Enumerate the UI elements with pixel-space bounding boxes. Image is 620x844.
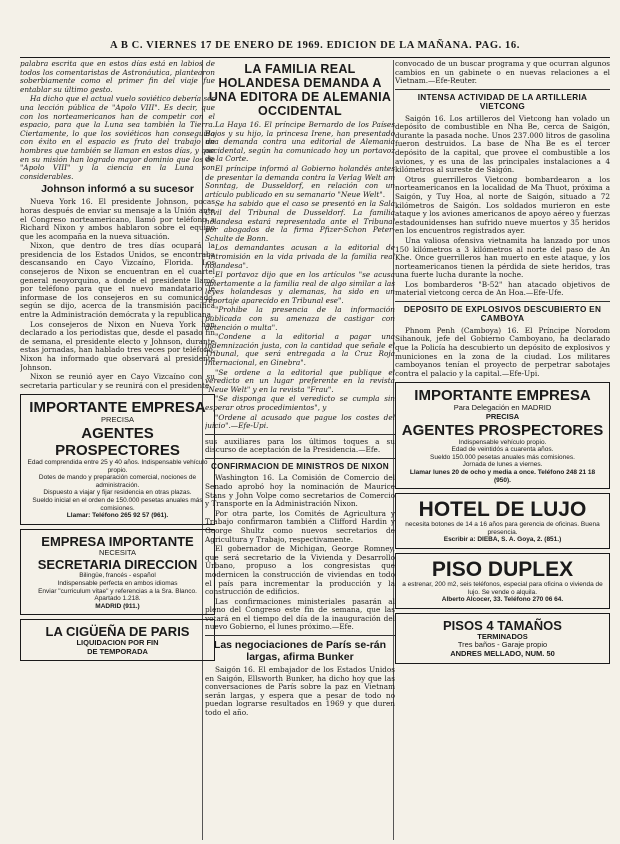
- headline-johnson: Johnson informó a su sucesor: [41, 183, 194, 196]
- ad-title: HOTEL DE LUJO: [418, 498, 587, 522]
- ad-title: SECRETARIA DIRECCION: [37, 557, 198, 573]
- classified-ad-piso: [395, 553, 610, 609]
- headline-vietcong: INTENSA ACTIVIDAD DE LA ARTILLERIA VIETCONG: [417, 92, 588, 112]
- classified-ad-pisos-tamanos: [395, 613, 610, 664]
- ad-line: Indispensable perfecta en ambos idiomas: [57, 579, 178, 587]
- headline-familia-real: LA FAMILIA REAL HOLANDESA DEMANDA A UNA EDITORA DE ALEMANIA OCCIDENTAL: [208, 62, 392, 118]
- article-paragraph: Otros guerrilleros Vietcong bombardearon a los norteamericanos en la localidad de Ma Thuot, próxima a Saigón, y Tuy Hoa, al norte de Saigón, situado a 72 kilómetros de Saigón. Los soldados murieron en este ataque y los aviones americanos de apoyo aéreo y fuerzas estadounidenses han sufrido nueve muertos y 35 heridos en los encuentros registrados ayer.: [395, 174, 610, 236]
- article-paragraph: Saigón 16. El embajador de los Estados Unidos en Saigón, Ellsworth Bunker, ha dicho hoy que las conversaciones de París sobre la paz en Vietnam serán largas, y espera que a pesar de todo no puedan lograrse resultados en 1969 y que duren todo el año.: [205, 665, 395, 718]
- classified-ad-secretaria: [20, 529, 215, 616]
- article-paragraph: Phnom Penh (Camboya) 16. El Príncipe Norodom Sihanouk, jefe del Gobierno Camboyano, ha declarado que la Policía ha descubierto un depósito de explosivos y municiones en la zona de la ciudad. Los militares camboyanos tenían el proyecto de perpetrar sabotajes contra el palacio y la capital.—Efe-Upi.: [395, 325, 610, 378]
- article-paragraph: Los bombarderos "B-52" han atacado objetivos de material vietcong cerca de An Hoa.—Efe-Ufe.: [395, 279, 610, 298]
- ad-line: Bilingüe, francés - español: [79, 572, 156, 580]
- ad-title: PISO DUPLEX: [431, 557, 574, 581]
- ad-line: Sueldo inicial en el orden de 150.000 pesetas anuales más comisiones.: [32, 496, 203, 512]
- article-paragraph: Ha dicho que el actual vuelo soviético debería ser una lección pública de "Apolo VIII". Es decir, que con los norteamericanos han de competir con el espacio, para que la Luna sea también la Tierra. Ciertamente, lo que los soviéticos han conseguido con éxito en el espacio es fruto del trabajo de hombres que también se llaman en estos días, y que en su misión han logrado mayor dominio que los de "Apolo VIII" y la ciencia en la Luna son considerables.: [20, 94, 215, 181]
- classified-ad-hotel: [395, 493, 610, 549]
- article-paragraph: Las confirmaciones ministeriales pasarán al pleno del Congreso este fin de semana, que las votará en el tiempo del día de la inauguración del nuevo Gobierno, el lunes próximo.—Efe.: [205, 596, 395, 632]
- ad-line: DE TEMPORADA: [87, 646, 148, 656]
- classified-ad-agentes-madrid: [395, 382, 610, 489]
- article-paragraph: "Se disponga que el veredicto se cumpla sin esperar otros procedimientos", y: [205, 394, 395, 412]
- article-paragraph: Por otra parte, los Comités de Agricultura y Trabajo confirmaron también a Clifford Hardin y George Shultz como nuevos secretarios de Agricultura y Trabajo, respectivamente.: [205, 508, 395, 544]
- article-paragraph: Una valiosa ofensiva vietnamita ha lanzado por unos 150 kilómetros a 3 kilómetros al norte del paso de An Khe. Once guerrilleros han muerto en este ataque, y los norteamericanos tienen la pérdida de siete heridos, tras una fuerte lucha durante la noche.: [395, 235, 610, 280]
- article-paragraph: palabra escrita que en estos días está en labios de todos los comentaristas de Astronáutica, plantearon soberbiamente como el primer fin del viaje fue entablar su último gesto.: [20, 60, 215, 94]
- ad-line: Tres baños - Garaje propio: [457, 640, 548, 650]
- column-1: [20, 60, 215, 840]
- headline-camboya: DEPOSITO DE EXPLOSIVOS DESCUBIERTO EN CAMBOYA: [403, 305, 602, 324]
- article-paragraph: Nixon se reunió ayer en Cayo Vizcaíno con su secretaria particular y se reunirá con el presidente.: [20, 372, 215, 390]
- divider: [205, 635, 395, 636]
- ad-title: IMPORTANTE EMPRESA: [29, 399, 206, 417]
- article-paragraph: "Condene a la editorial a pagar una indemnización justa, con la cantidad que señale el Tribunal, que será entregada a la Cruz Roja Internacional, en Ginebra".: [205, 332, 395, 368]
- ad-line: Escribir a: DIEBA, S. A. Goya, 2. (851.): [443, 536, 562, 544]
- ad-title: IMPORTANTE EMPRESA: [414, 387, 591, 405]
- ad-title: LA CIGÜEÑA DE PARIS: [45, 624, 190, 640]
- article-paragraph: sus auxiliares para los últimos toques a su discurso de aceptación de la Presidencia.—Efe.: [205, 436, 395, 455]
- article-paragraph: "Ordene al acusado que pague los costes del juicio".—Efe-Upi.: [205, 412, 395, 431]
- article-paragraph: Los consejeros de Nixon en Nueva York han declarado a los periodistas que, desde el pasado fin de semana, el presidente electo y Johnson, durante estas jornadas, han hablado tres veces por teléfono. Nixon ha informado que observará al presidente Johnson.: [20, 319, 215, 372]
- classified-ad-agentes: [20, 394, 215, 524]
- article-paragraph: La Haya 16. El príncipe Bernardo de los Países Bajos y su hijo, la princesa Irene, han presentado una demanda contra una editorial de Alemania occidental, según ha comunicado hoy un portavoz de la Corte.: [205, 120, 395, 164]
- ad-title: PISOS 4 TAMAÑOS: [443, 617, 562, 633]
- divider: [205, 458, 395, 459]
- ad-title: EMPRESA IMPORTANTE: [41, 533, 194, 549]
- ad-line: Jornada de lunes a viernes.: [462, 461, 543, 469]
- ad-line: necesita botones de 14 a 16 años para gerencia de oficinas. Buena presencia.: [405, 521, 600, 536]
- ad-line: Sueldo 150.000 pesetas anuales más comisiones.: [430, 453, 575, 461]
- article-paragraph: Saigón 16. Los artilleros del Vietcong han volado un depósito de combustible en Nha Be, cerca de Saigón, durante la pasada noche. Unos 237.000 litros de gasolina fueron destruidos. La base de Nha Be es el tercer depósito de la capital, que provee el combustible a los aviones, y es una de las principales instalaciones a 4 kilómetros al sureste de Saigón.: [395, 113, 610, 175]
- ad-contact: Llamar: Teléfono 265 92 57 (961).: [66, 512, 169, 520]
- article-paragraph: El príncipe informó al Gobierno holandés antes de presentar la demanda contra la Verlag Welt am Sonntag, de Dusseldorf, en relación con un artículo publicado en su semanario "Neue Welt".: [205, 163, 395, 199]
- headline-ministros: CONFIRMACION DE MINISTROS DE NIXON: [210, 461, 390, 471]
- article-paragraph: "Prohibe la presencia de la información publicada con su amenaza de castigar con detención o multa".: [205, 305, 395, 332]
- article-paragraph: El portavoz dijo que en los artículos "se acusa abiertamente a la familia real de algo similar a las leyes holandesas y alemanas, ha sido en un reportaje aparecido en Tribunal ese".: [205, 270, 395, 305]
- article-paragraph: Washington 16. La Comisión de Comercio del Senado aprobó hoy la nominación de Maurice Stans y John Volpe como secretarios de Comercio y Transporte en la Administración Nixon.: [205, 473, 395, 509]
- article-paragraph: Los demandantes acusan a la editorial de "intromisión en la vida privada de la familia real holandesa".: [205, 243, 395, 270]
- ad-subtitle: PRECISA: [485, 412, 520, 422]
- ad-subtitle: PRECISA: [101, 415, 134, 425]
- ad-line: ANDRES MELLADO, NUM. 50: [450, 648, 555, 658]
- headline-paris: Las negociaciones de París se-rán largas, afirma Bunker: [213, 639, 387, 664]
- ad-line: Edad de veintidós a cuarenta años.: [451, 446, 554, 454]
- masthead: A B C. VIERNES 17 DE ENERO DE 1969. EDICION DE LA MAÑANA. PAG. 16.: [20, 40, 610, 58]
- divider: [205, 434, 395, 435]
- article-paragraph: "Se ordene a la editorial que publique el veredicto en un lugar preferente en la revista "Neue Welt" y en la revista "Frau".: [205, 367, 395, 394]
- ad-contact: Llamar lunes 20 de ocho y media a once. Teléfono 248 21 18 (950).: [409, 469, 596, 484]
- article-paragraph: Nixon, que dentro de tres días ocupará la presidencia de los Estados Unidos, se encontraba descansando en Cayo Vizcaíno, Florida. Los consejeros de Nixon se encuentran en el cuartel general neoyorquino, a donde el presidente llamó por teléfono para que el nuevo mandatario le informase de los consejeros en su comunicado, según se dijo, acerca de la transmisión pacífica entre la Administración demócrata y la republicana.: [20, 241, 215, 320]
- ad-line: Dotes de mando y preparación comercial, nociones de administración.: [38, 474, 197, 489]
- column-2: [205, 60, 395, 840]
- divider: [395, 301, 610, 302]
- ad-line: TERMINADOS: [477, 631, 528, 641]
- ad-line: Edad comprendida entre 25 y 40 años. Indispensable vehículo propio.: [27, 458, 208, 474]
- ad-title: AGENTES PROSPECTORES: [55, 424, 180, 459]
- ad-subtitle: Para Delegación en MADRID: [453, 403, 552, 413]
- column-3: [395, 60, 610, 840]
- ad-line: LIQUIDACION POR FIN: [76, 638, 159, 648]
- ad-line: Indispensable vehículo propio.: [458, 438, 547, 446]
- ad-line: Alberto Alcocer, 33. Teléfono 270 06 64.: [441, 596, 564, 604]
- article-paragraph: El gobernador de Michigan, George Romney, que será secretario de la Vivienda y Desarrollo Urbano, propuso a los congresistas que modernicen la construcción de viviendas en todo el país para incrementar la producción y la construcción de edificios.: [205, 544, 395, 597]
- classified-ad-ciguena: [20, 619, 215, 661]
- article-paragraph: Nueva York 16. El presidente Johnson, pocas horas después de enviar su mensaje a la Unión ante el Congreso norteamericano, llamó por teléfono a Richard Nixon y ambos hablaron sobre el equipo que les acompaña en la nueva situación.: [20, 197, 215, 241]
- article-paragraph: convocado de un buscar programa y que ocurran algunos cambios en un gabinete o en nuevas relaciones a el Vietnam.—Efe-Reuter.: [395, 60, 610, 86]
- ad-subtitle: NECESITA: [99, 547, 136, 557]
- ad-line: a estrenar, 200 m2, seis teléfonos, especial para oficina o vivienda de lujo. Se vende o alquila.: [402, 580, 603, 596]
- ad-line: Enviar "curriculum vitae" y referencias a la Sra. Blanco. Apartado 1.218.: [38, 587, 197, 603]
- ad-title: AGENTES PROSPECTORES: [401, 421, 604, 439]
- article-paragraph: Se ha sabido que el caso se presentó en la Sala Civil del Tribunal de Dusseldorf. La familia holandesa estará representada ante el Tribunal por abogados de la firma Pfizer-Schon Peter-Schulte de Bonn.: [205, 199, 395, 243]
- ad-line: MADRID (911.): [95, 602, 140, 610]
- divider: [395, 89, 610, 90]
- ad-line: Dispuesto a viajar y fijar residencia en otras plazas.: [43, 489, 192, 497]
